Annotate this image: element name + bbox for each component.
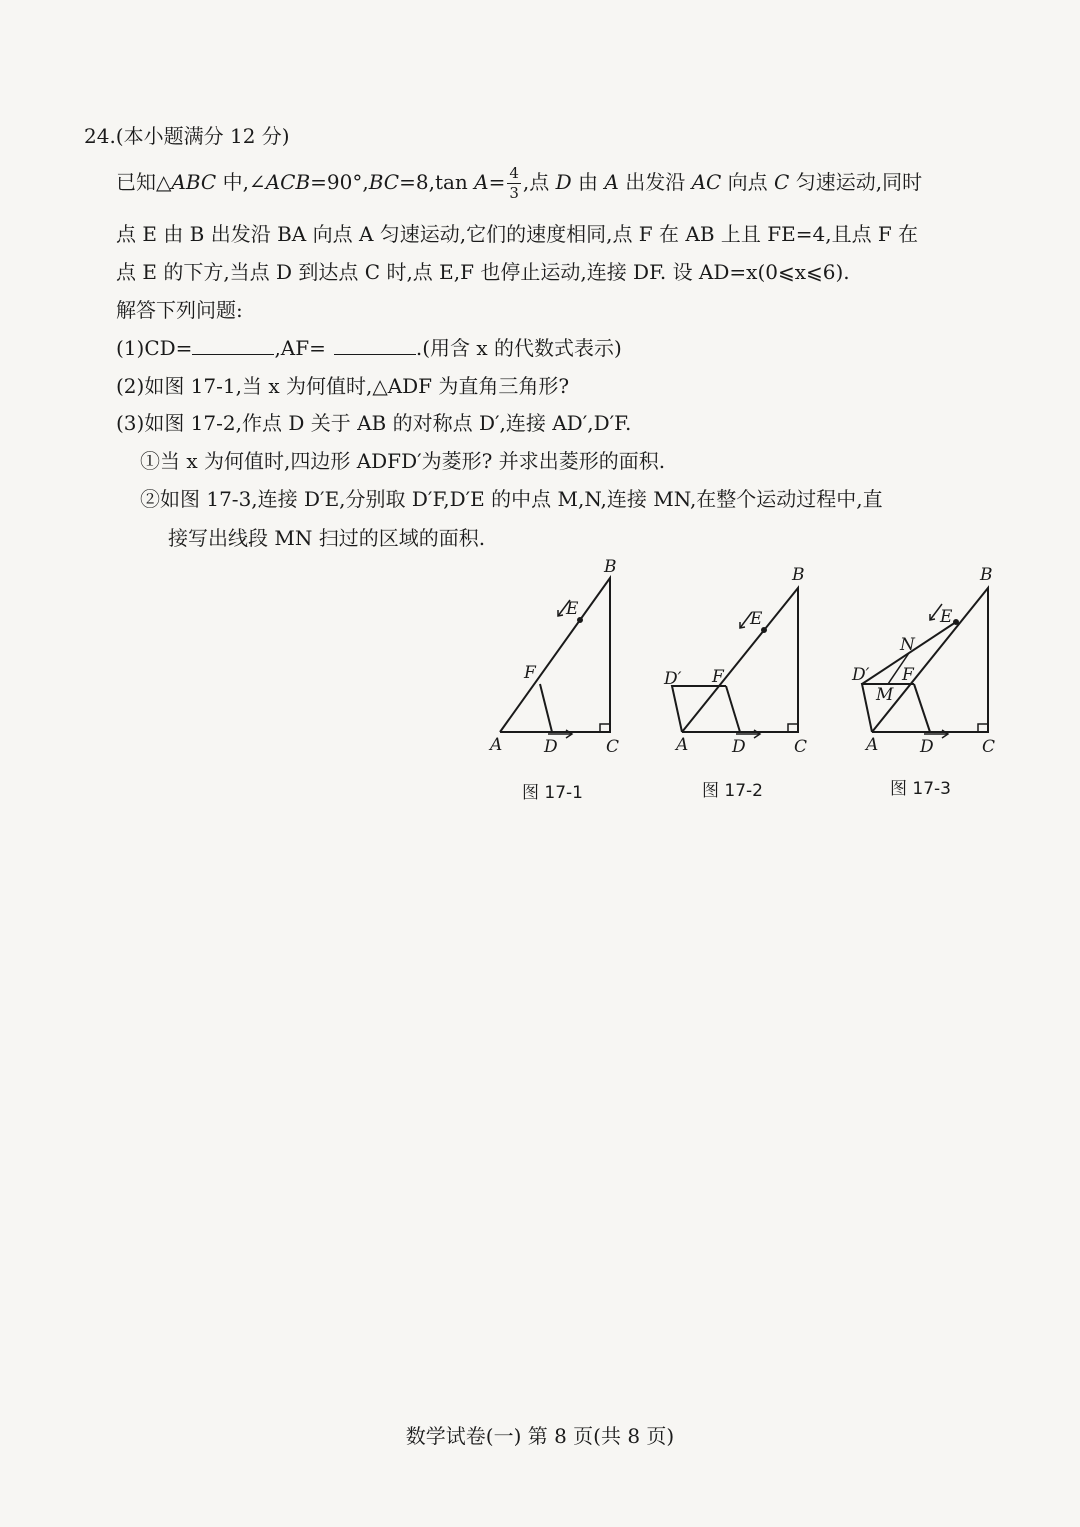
segment-fd (540, 684, 552, 732)
label-n: N (900, 635, 915, 655)
stem-text: =90°, (310, 170, 369, 194)
label-d: D (920, 737, 934, 757)
label-a: A (866, 735, 879, 755)
label-c: C (794, 737, 808, 757)
figure-17-3 (862, 588, 988, 738)
right-angle-mark (788, 724, 798, 732)
point-e (954, 620, 958, 624)
part-3-1: ①当 x 为何值时,四边形 ADFD′为菱形? 并求出菱形的面积. (140, 449, 666, 473)
label-d: D (732, 737, 746, 757)
label-e: E (750, 609, 763, 629)
figure-17-2 (672, 588, 798, 738)
stem-text: 向点 (721, 170, 775, 194)
stem-var: A (474, 170, 489, 194)
stem-var: D (555, 170, 572, 194)
stem-text: 匀速运动,同时 (789, 170, 923, 194)
label-c: C (982, 737, 996, 757)
part-1-text: (1)CD= (116, 336, 193, 360)
point-e (762, 628, 766, 632)
caption-17-2: 图 17-2 (702, 781, 763, 801)
fraction-denominator: 3 (509, 184, 519, 202)
label-e: E (940, 607, 953, 627)
stem-line-2: 点 E 由 B 出发沿 BA 向点 A 匀速运动,它们的速度相同,点 F 在 AB 上且 FE=4,且点 F 在 (116, 222, 919, 246)
part-1-text: ,AF= (274, 336, 326, 360)
point-e (578, 618, 582, 622)
stem-var: A (604, 170, 619, 194)
stem-line-3: 点 E 的下方,当点 D 到达点 C 时,点 E,F 也停止运动,连接 DF. 设 AD=x(0⩽x⩽6). (116, 260, 850, 284)
stem-var: ABC (171, 170, 217, 194)
label-d-prime: D′ (852, 665, 870, 685)
stem-text: =8,tan (399, 170, 475, 194)
stem-text: 已知△ (116, 170, 172, 194)
stem-var: BC (368, 170, 400, 194)
label-a: A (676, 735, 689, 755)
label-e: E (566, 599, 579, 619)
part-3-2b: 接写出线段 MN 扫过的区域的面积. (168, 526, 486, 550)
stem-text: = (488, 170, 506, 194)
page-footer: 数学试卷(一) 第 8 页(共 8 页) (405, 1424, 675, 1448)
right-angle-mark (600, 724, 610, 732)
label-f: F (524, 663, 536, 683)
label-m: M (876, 685, 894, 705)
stem-var: ACB (265, 170, 311, 194)
label-d: D (544, 737, 558, 757)
part-1-text: .(用含 x 的代数式表示) (415, 336, 622, 360)
part-2: (2)如图 17-1,当 x 为何值时,△ADF 为直角三角形? (116, 374, 570, 398)
triangle-abc (872, 588, 988, 732)
segment-fd (914, 684, 930, 732)
segment-fd (726, 686, 740, 732)
part-3: (3)如图 17-2,作点 D 关于 AB 的对称点 D′,连接 AD′,D′F. (116, 411, 632, 435)
right-angle-mark (978, 724, 988, 732)
label-f: F (712, 667, 724, 687)
caption-17-1: 图 17-1 (522, 783, 583, 803)
label-b: B (604, 557, 617, 577)
label-b: B (792, 565, 805, 585)
question-number: 24.(本小题满分 12 分) (84, 124, 290, 148)
segments-ad-prime-fd-prime (672, 686, 726, 732)
stem-text: 中,∠ (216, 170, 266, 194)
stem-var: AC (691, 170, 722, 194)
label-a: A (490, 735, 503, 755)
stem-var: C (774, 170, 790, 194)
fraction-numerator: 4 (509, 164, 519, 182)
stem-line-4: 解答下列问题: (116, 298, 243, 322)
figure-17-1 (500, 578, 610, 738)
label-c: C (606, 737, 620, 757)
stem-text: 出发沿 (618, 170, 692, 194)
triangle-abc (500, 578, 610, 732)
label-b: B (980, 565, 993, 585)
triangle-abc (682, 588, 798, 732)
stem-text: 由 (571, 170, 605, 194)
label-f: F (902, 665, 914, 685)
label-d-prime: D′ (664, 669, 682, 689)
part-3-2a: ②如图 17-3,连接 D′E,分别取 D′F,D′E 的中点 M,N,连接 MN,在整个运动过程中,直 (140, 487, 883, 511)
caption-17-3: 图 17-3 (890, 779, 951, 799)
stem-text: ,点 (522, 170, 556, 194)
